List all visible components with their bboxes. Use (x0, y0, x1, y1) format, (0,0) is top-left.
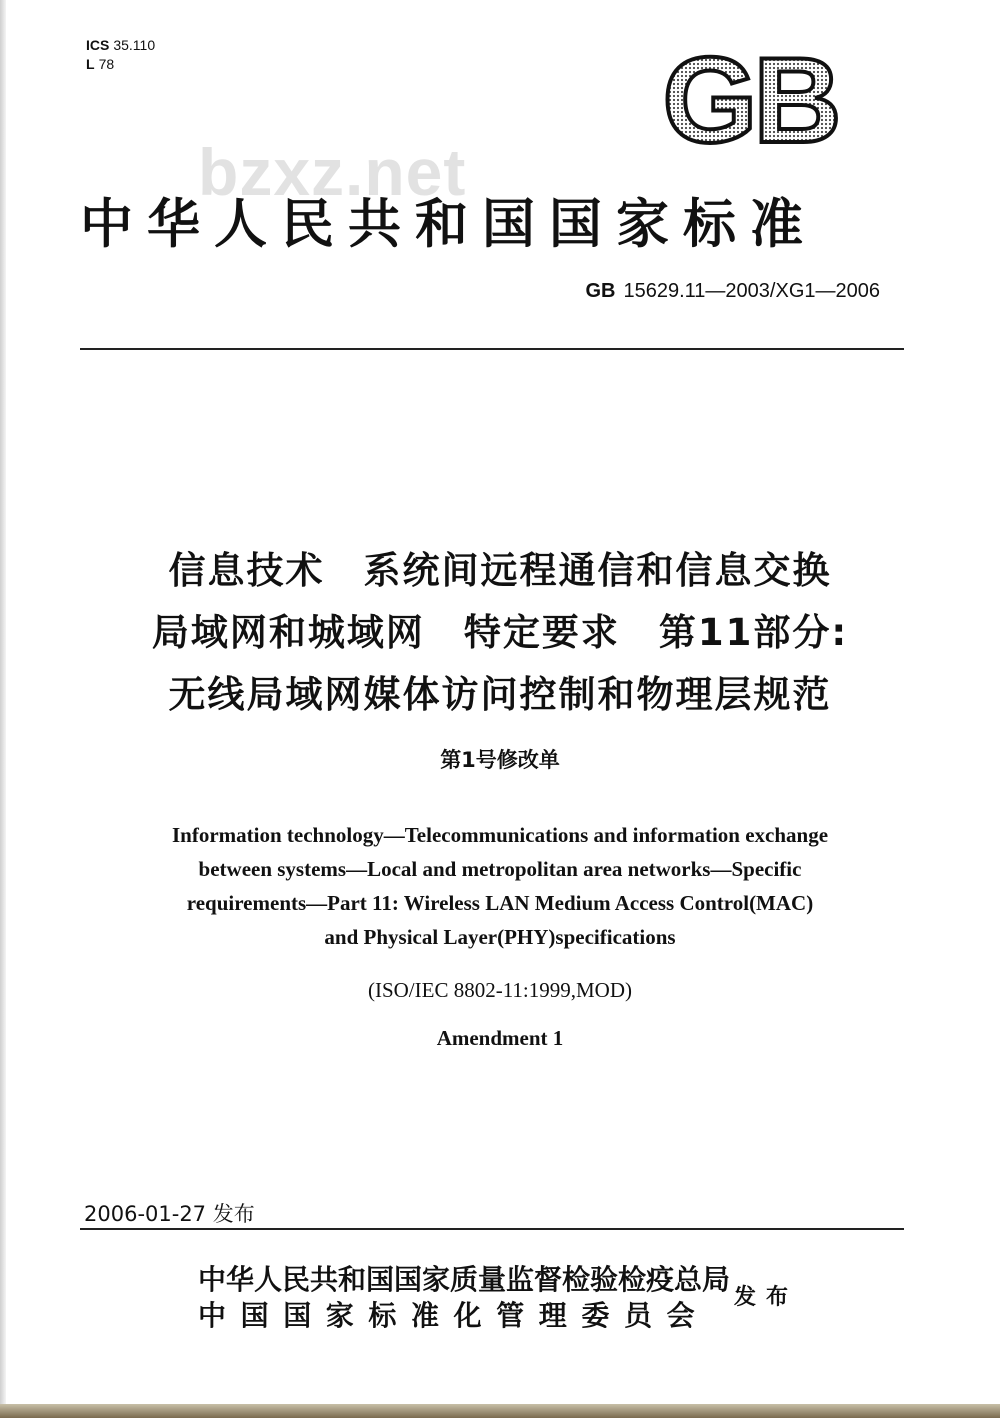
chinese-title-line: 局域网和城域网 特定要求 第11部分: (151, 611, 849, 654)
footer-divider (80, 1228, 904, 1230)
amendment-english: Amendment 1 (436, 1026, 564, 1050)
standard-number (586, 280, 881, 303)
chinese-title (0, 540, 1000, 726)
classification-codes (86, 36, 155, 74)
issuing-authorities (198, 1262, 730, 1334)
ics-label: ICS (86, 37, 110, 53)
iso-reference: (ISO/IEC 8802-11:1999,MOD) (367, 978, 633, 1002)
release-date: 2006-01-27 发布 (84, 1202, 255, 1226)
class-label: L (86, 56, 95, 72)
issuer-line: 中华人民共和国国家质量监督检验检疫总局 (198, 1263, 731, 1296)
standard-code: 15629.11—2003/XG1—2006 (623, 280, 880, 302)
ics-line (86, 36, 155, 55)
standard-prefix: GB (585, 280, 616, 302)
amendment-chinese: 第1号修改单 (440, 748, 560, 772)
english-title-line: and Physical Layer(PHY)specifications (324, 925, 676, 949)
english-title-line: between systems—Local and metropolitan area networks—Specific (198, 857, 802, 881)
watermark: bzxz.net (198, 135, 467, 209)
english-title-line: Information technology—Telecommunications and information exchange (171, 823, 829, 847)
issuer-line: 中国国家标准化管理委员会 (198, 1299, 710, 1332)
gb-logo-text: GB (662, 50, 838, 152)
english-title (0, 818, 1000, 954)
bottom-edge (0, 1404, 1000, 1418)
class-code: 78 (98, 56, 115, 72)
header-divider (80, 348, 904, 350)
english-title-line: requirements—Part 11: Wireless LAN Medium Access Control(MAC) (186, 891, 814, 915)
national-standard-title: 中华人民共和国国家标准 (80, 194, 817, 255)
chinese-title-line: 信息技术 系统间远程通信和信息交换 (168, 549, 832, 592)
publish-label: 发布 (734, 1284, 799, 1310)
ics-code: 35.110 (113, 37, 156, 53)
class-line (86, 55, 155, 74)
gb-logo (648, 50, 852, 152)
chinese-title-line: 无线局域网媒体访问控制和物理层规范 (168, 673, 832, 716)
